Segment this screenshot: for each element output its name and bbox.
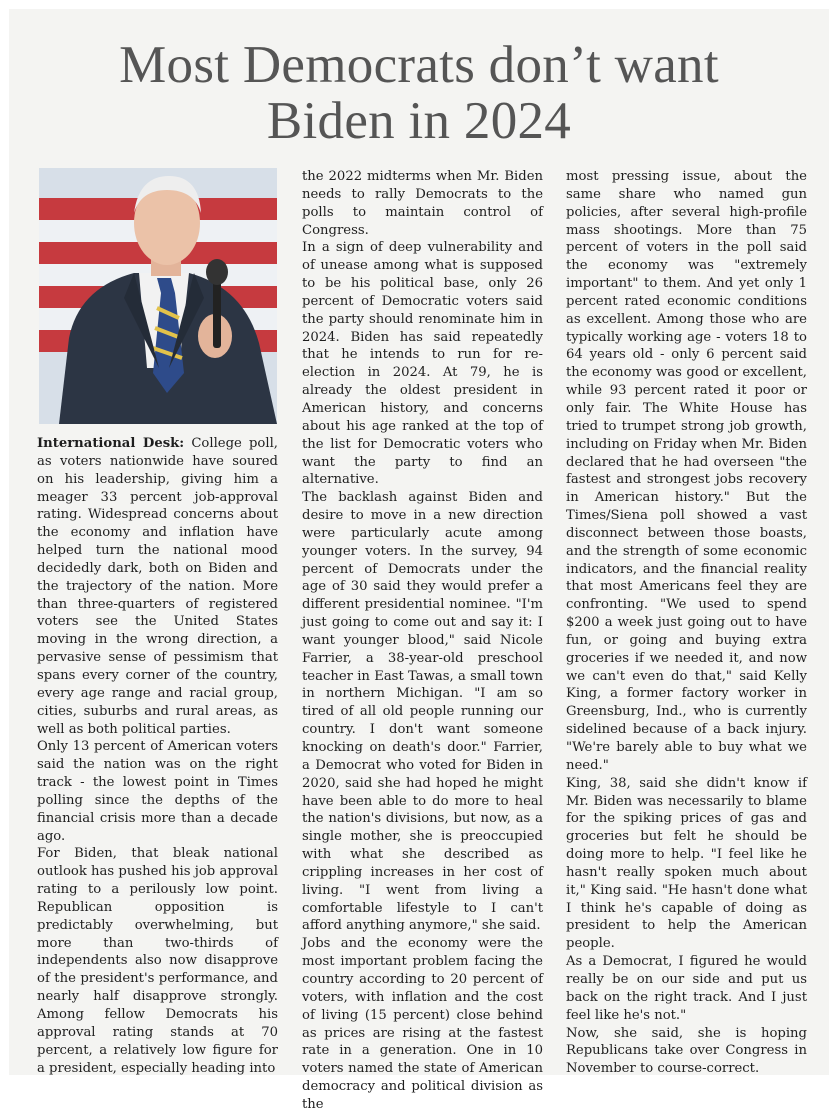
headline-line-1: Most Democrats don’t want — [119, 36, 719, 94]
paragraph: Now, she said, she is hoping Republicans take over Congress in November to course-correct. — [566, 1025, 807, 1077]
paragraph: The backlash against Biden and desire to move in a new direction were particularly acute among younger voters. In the survey, 94 percent of Democrats under the age of 30 said they would prefer a different presidential nominee. "I'm just going to come out and say it: I want younger blood," said Nicole Farrier, a 38-year-old preschool teacher in East Tawas, a small town in northern Michigan. "I am so tired of all old people running our country. I don't want someone knocking on death's door." Farrier, a Democrat who voted for Biden in 2020, said she had hoped he might have been able to do more to heal the nation's divisions, but now, as a single mother, she is preoccupied with what she described as crippling increases in her cost of living. "I went from living a comfortable lifestyle to I can't afford anything anymore," she said. — [302, 490, 543, 934]
headline-line-2: Biden in 2024 — [266, 92, 572, 150]
paragraph: For Biden, that bleak national outlook has pushed his job approval rating to a perilously low point. Republican opposition is predictably overwhelming, but more than two-thirds of independents also now disapprove of the president's performance, and nearly half disapprove strongly. Among fellow Democrats his approval rating stands at 70 percent, a relatively low figure for a president, especially heading into — [37, 846, 278, 1076]
paragraph: most pressing issue, about the same share who named gun policies, after several high-profile mass shootings. More than 75 percent of voters in the poll said the economy was "extremely important" to them. And yet only 1 percent rated economic conditions as excellent. Among those who are typically working age - voters 18 to 64 years old - only 6 percent said the economy was good or excellent, while 93 percent rated it poor or only fair. The White House has tried to trumpet strong job growth, including on Friday when Mr. Biden declared that he had overseen "the fastest and strongest jobs recovery in American history." But the Times/Siena poll showed a vast disconnect between those boasts, and the strength of some economic indicators, and the financial reality that most Americans feel they are confronting. "We used to spend $200 a week just going out to have fun, or going and buying extra groceries if we needed it, and now we can't even do that," said Kelly King, a former factory worker in Greensburg, Ind., who is currently sidelined because of a back injury. "We're barely able to buy what we need." — [566, 169, 807, 773]
article-column-2 — [302, 168, 543, 1114]
paragraph: In a sign of deep vulnerability and of unease among what is supposed to be his political base, only 26 percent of Democratic voters said the party should renominate him in 2024. Biden has said repeatedly that he intends to run for re-election in 2024. At 79, he is already the oldest president in American history, and concerns about his age ranked at the top of the list for Democratic voters who want the party to find an alternative. — [302, 240, 543, 488]
dateline: International Desk: — [37, 436, 185, 451]
paragraph-text: College poll, as voters nationwide have soured on his leadership, giving him a meager 33 percent job-approval rating. Widespread concerns about the economy and inflation have helped turn the national mood decidedly dark, both on Biden and the trajectory of the nation. More than three-quarters of registered voters see the United States moving in the wrong direction, a pervasive sense of pessimism that spans every corner of the country, every age range and racial group, cities, suburbs and rural areas, as well as both political parties. — [37, 436, 278, 737]
paragraph: the 2022 midterms when Mr. Biden needs to rally Democrats to the polls to maintain control of Congress. — [302, 169, 543, 238]
article-column-3 — [566, 168, 807, 1078]
paragraph — [37, 435, 278, 738]
newspaper-page — [9, 9, 829, 1112]
speaker-portrait-icon — [39, 168, 277, 424]
paragraph: King, 38, said she didn't know if Mr. Biden was necessarily to blame for the spiking prices of gas and groceries but felt he should be doing more to help. "I feel like he hasn't really spoken much about it," King said. "He hasn't done what I think he's capable of doing as president to help the American people. — [566, 775, 807, 952]
article-photo — [39, 168, 277, 424]
article-column-1 — [37, 435, 278, 1077]
paragraph: Only 13 percent of American voters said the nation was on the right track - the lowest point in Times polling since the depths of the financial crisis more than a decade ago. — [37, 739, 278, 844]
paragraph: Jobs and the economy were the most important problem facing the country according to 20 percent of voters, with inflation and the cost of living (15 percent) close behind as prices are rising at the fastest rate in a generation. One in 10 voters named the state of American democracy and political division as the — [302, 936, 543, 1112]
headline — [9, 37, 829, 149]
paragraph: As a Democrat, I figured he would really be on our side and put us back on the right track. And I just feel like he's not." — [566, 954, 807, 1023]
